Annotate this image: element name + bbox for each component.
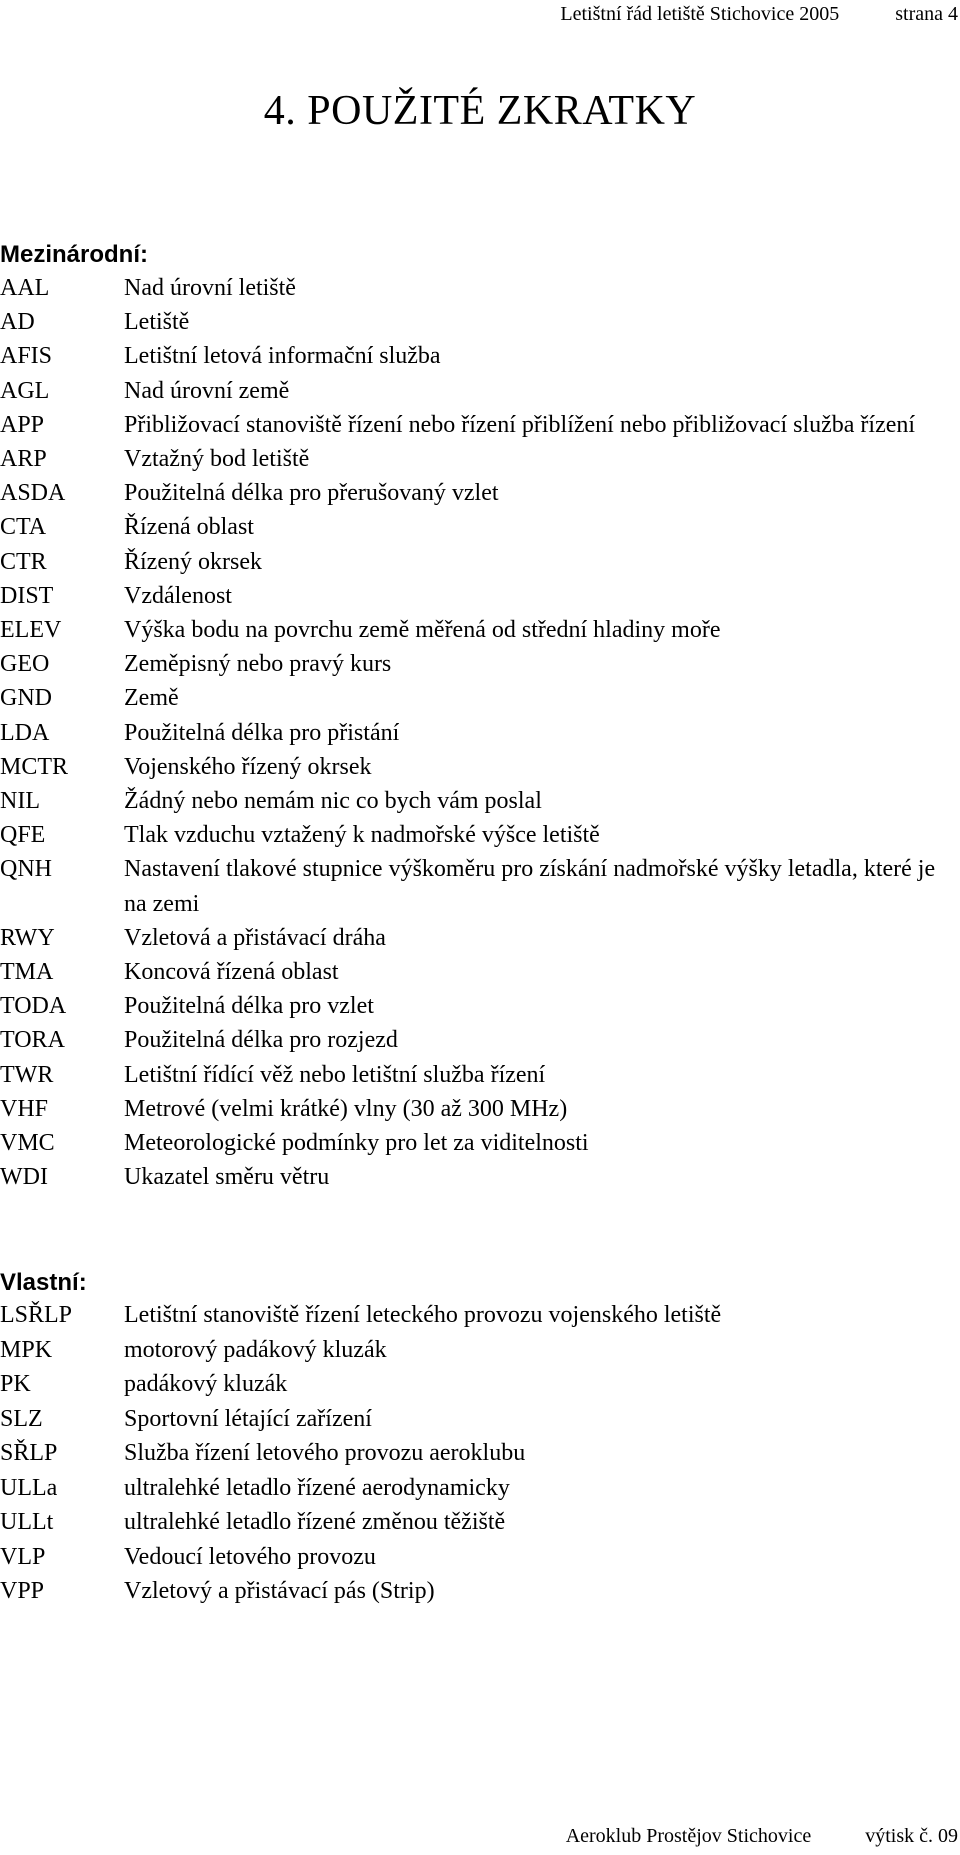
abbreviation-row [0, 750, 960, 784]
abbreviation-code: MCTR [0, 753, 69, 780]
abbreviation-code: RWY [0, 924, 55, 951]
abbreviation-description: ultralehké letadlo řízené aerodynamicky [124, 1474, 510, 1501]
abbreviation-description: Řízená oblast [124, 514, 254, 541]
abbreviation-row [0, 339, 960, 373]
abbreviation-row [0, 1574, 960, 1609]
abbreviation-description: Zeměpisný nebo pravý kurs [124, 651, 392, 678]
abbreviation-code: ULLa [0, 1474, 58, 1501]
abbreviation-description: Letiště [124, 309, 190, 336]
abbreviation-description: Vedoucí letového provozu [124, 1543, 376, 1570]
abbreviation-code: SLZ [0, 1405, 43, 1432]
abbreviation-code: AD [0, 309, 35, 336]
abbreviation-row [0, 510, 960, 544]
abbreviation-code: ELEV [0, 617, 62, 644]
abbreviation-description: Vzletová a přistávací dráha [124, 924, 386, 951]
abbreviation-code: VPP [0, 1578, 45, 1604]
abbreviation-code: PK [0, 1371, 31, 1397]
abbreviation-code: LSŘLP [0, 1302, 73, 1328]
abbreviation-description: Služba řízení letového provozu aeroklubu [124, 1440, 526, 1466]
abbreviation-code: NIL [0, 788, 40, 815]
abbreviation-description: Výška bodu na povrchu země měřená od střední hladiny moře [124, 617, 721, 644]
abbreviation-code: TWR [0, 1061, 54, 1088]
abbreviation-list-own [0, 1298, 960, 1609]
abbreviation-row [0, 1540, 960, 1575]
abbreviation-description: Vztažný bod letiště [124, 446, 310, 473]
abbreviation-description: ultralehké letadlo řízené změnou těžiště [124, 1509, 506, 1535]
abbreviation-code: LDA [0, 719, 50, 746]
abbreviation-code: APP [0, 411, 45, 438]
abbreviation-list-international [0, 271, 960, 1194]
abbreviation-description: Letištní řídící věž nebo letištní služba řízení [124, 1061, 546, 1088]
abbreviation-row [0, 1058, 960, 1092]
abbreviation-code: CTR [0, 548, 47, 575]
abbreviation-description: Ukazatel směru větru [124, 1164, 330, 1191]
abbreviation-code: AAL [0, 275, 50, 301]
abbreviation-row [0, 955, 960, 989]
abbreviation-row [0, 1436, 960, 1471]
abbreviation-row [0, 921, 960, 955]
abbreviation-row [0, 613, 960, 647]
abbreviation-code: TMA [0, 959, 54, 986]
abbreviation-description: Žádný nebo nemám nic co bych vám poslal [124, 788, 542, 815]
abbreviation-code: TORA [0, 1027, 65, 1054]
abbreviation-code: QFE [0, 822, 46, 849]
abbreviation-code: VMC [0, 1130, 55, 1157]
abbreviation-row [0, 545, 960, 579]
footer-print-number: výtisk č. 09 [865, 1825, 958, 1847]
abbreviation-code: DIST [0, 582, 54, 609]
abbreviation-description: Přibližovací stanoviště řízení nebo řízení přiblížení nebo přibližovací služba řízení [124, 411, 916, 438]
abbreviation-row [0, 1023, 960, 1057]
abbreviation-code: MPK [0, 1336, 53, 1363]
abbreviation-description: Vzdálenost [124, 582, 232, 609]
abbreviation-code: TODA [0, 993, 67, 1020]
abbreviation-row [0, 1505, 960, 1540]
abbreviation-row [0, 989, 960, 1023]
abbreviation-row [0, 271, 960, 305]
section-heading-international: Mezinárodní: [0, 241, 148, 268]
abbreviation-description: Nastavení tlakové stupnice výškoměru pro získání nadmořské výšky letadla, které je na zemi [124, 856, 936, 917]
abbreviation-row [0, 476, 960, 510]
abbreviation-description: Meteorologické podmínky pro let za viditelnosti [124, 1130, 589, 1157]
abbreviation-row [0, 1367, 960, 1402]
abbreviation-row [0, 647, 960, 681]
abbreviation-row [0, 1160, 960, 1194]
abbreviation-code: CTA [0, 514, 47, 541]
abbreviation-description: Vzletový a přistávací pás (Strip) [124, 1578, 435, 1604]
abbreviation-row [0, 1126, 960, 1160]
abbreviation-row [0, 681, 960, 715]
abbreviation-row [0, 579, 960, 613]
abbreviation-code: GEO [0, 651, 50, 678]
document-title: Letištní řád letiště Stichovice 2005 [560, 3, 840, 25]
abbreviation-row [0, 1092, 960, 1126]
abbreviation-description: Letištní stanoviště řízení leteckého provozu vojenského letiště [124, 1302, 722, 1328]
footer-organization: Aeroklub Prostějov Stichovice [565, 1825, 812, 1847]
abbreviation-row [0, 784, 960, 818]
abbreviation-description: motorový padákový kluzák [124, 1336, 387, 1363]
abbreviation-code: WDI [0, 1164, 48, 1191]
abbreviation-code: QNH [0, 856, 52, 883]
abbreviation-row [0, 1471, 960, 1506]
abbreviation-description: Tlak vzduchu vztažený k nadmořské výšce letiště [124, 822, 600, 849]
abbreviation-row [0, 852, 960, 920]
abbreviation-code: ULLt [0, 1509, 54, 1535]
abbreviation-description: Letištní letová informační služba [124, 343, 441, 370]
abbreviation-description: Země [124, 685, 179, 712]
abbreviation-code: ASDA [0, 480, 66, 507]
abbreviation-description: padákový kluzák [124, 1371, 288, 1397]
page-number: strana 4 [895, 3, 958, 25]
abbreviation-description: Použitelná délka pro rozjezd [124, 1027, 398, 1054]
abbreviation-code: VHF [0, 1095, 49, 1122]
abbreviation-row [0, 1333, 960, 1368]
abbreviation-description: Použitelná délka pro přistání [124, 719, 400, 746]
abbreviation-row [0, 442, 960, 476]
page-footer [0, 1824, 958, 1848]
abbreviation-row [0, 716, 960, 750]
abbreviation-description: Řízený okrsek [124, 548, 262, 575]
abbreviation-code: GND [0, 685, 52, 712]
abbreviation-description: Sportovní létající zařízení [124, 1405, 372, 1432]
abbreviation-row [0, 1298, 960, 1333]
abbreviation-description: Nad úrovní letiště [124, 275, 296, 301]
abbreviation-description: Metrové (velmi krátké) vlny (30 až 300 MHz) [124, 1095, 568, 1122]
abbreviation-code: SŘLP [0, 1440, 58, 1466]
abbreviation-code: AGL [0, 377, 50, 404]
abbreviation-row [0, 374, 960, 408]
page-header [0, 2, 958, 26]
abbreviation-code: VLP [0, 1543, 46, 1570]
abbreviation-description: Použitelná délka pro vzlet [124, 993, 374, 1020]
abbreviation-row [0, 305, 960, 339]
abbreviation-row [0, 1402, 960, 1437]
section-heading-own: Vlastní: [0, 1269, 87, 1296]
abbreviation-description: Nad úrovní země [124, 377, 290, 404]
page-title: 4. POUŽITÉ ZKRATKY [263, 88, 697, 134]
abbreviation-description: Vojenského řízený okrsek [124, 753, 372, 780]
abbreviation-description: Použitelná délka pro přerušovaný vzlet [124, 480, 499, 507]
abbreviation-row [0, 818, 960, 852]
abbreviation-code: AFIS [0, 343, 53, 370]
abbreviation-code: ARP [0, 446, 47, 473]
abbreviation-row [0, 408, 960, 442]
abbreviation-description: Koncová řízená oblast [124, 959, 339, 986]
